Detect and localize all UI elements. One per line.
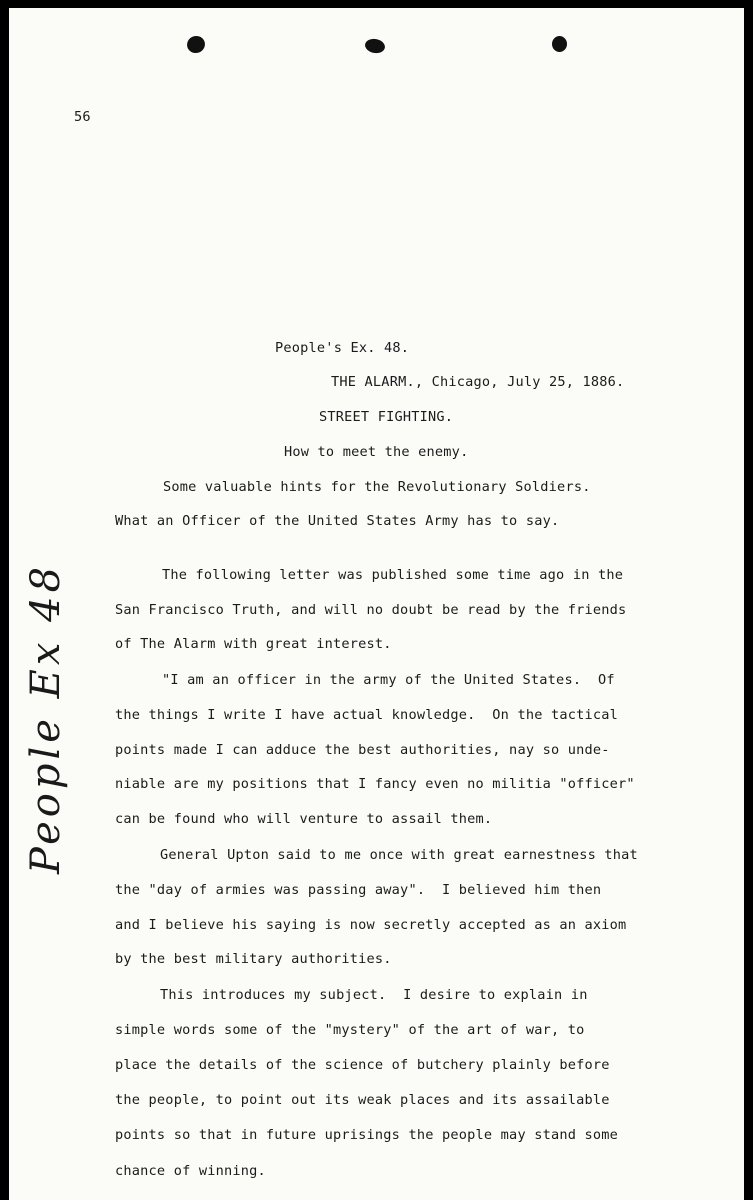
body-line: "I am an officer in the army of the United States. Of [162,672,615,688]
body-line: and I believe his saying is now secretly accepted as an axiom [115,917,627,933]
body-line: place the details of the science of butchery plainly before [115,1057,610,1073]
body-line: niable are my positions that I fancy even no militia "officer" [115,776,635,792]
body-line: chance of winning. [115,1163,266,1179]
body-line: San Francisco Truth, and will no doubt be read by the friends [115,602,627,618]
body-line: points so that in future uprisings the people may stand some [115,1127,619,1143]
body-line: simple words some of the "mystery" of the art of war, to [115,1022,585,1038]
body-line: General Upton said to me once with great earnestness that [160,847,638,863]
body-line: the things I write I have actual knowledge. On the tactical [115,707,619,723]
punch-hole [185,33,208,55]
article-title: STREET FIGHTING. [319,409,454,425]
punch-hole [364,37,386,54]
body-line: This introduces my subject. I desire to explain in [160,987,588,1003]
subtitle: What an Officer of the United States Army has to say. [115,513,560,529]
body-line: by the best military authorities. [115,951,392,967]
body-line: the people, to point out its weak places and its assailable [115,1092,610,1108]
source-line: THE ALARM., Chicago, July 25, 1886. [331,374,625,390]
handwritten-margin-annotation: People Ex 48 [23,562,69,874]
page-number: 56 [74,109,91,125]
body-line: points made I can adduce the best authorities, nay so unde- [115,742,610,758]
subtitle: How to meet the enemy. [284,444,469,460]
body-line: can be found who will venture to assail them. [115,811,493,827]
body-line: the "day of armies was passing away". I believed him then [115,882,602,898]
punch-hole [552,36,567,52]
document-page [9,8,744,1200]
body-line: The following letter was published some time ago in the [162,567,624,583]
exhibit-label: People's Ex. 48. [275,340,410,356]
subtitle: Some valuable hints for the Revolutionary Soldiers. [163,479,591,495]
body-line: of The Alarm with great interest. [115,636,392,652]
